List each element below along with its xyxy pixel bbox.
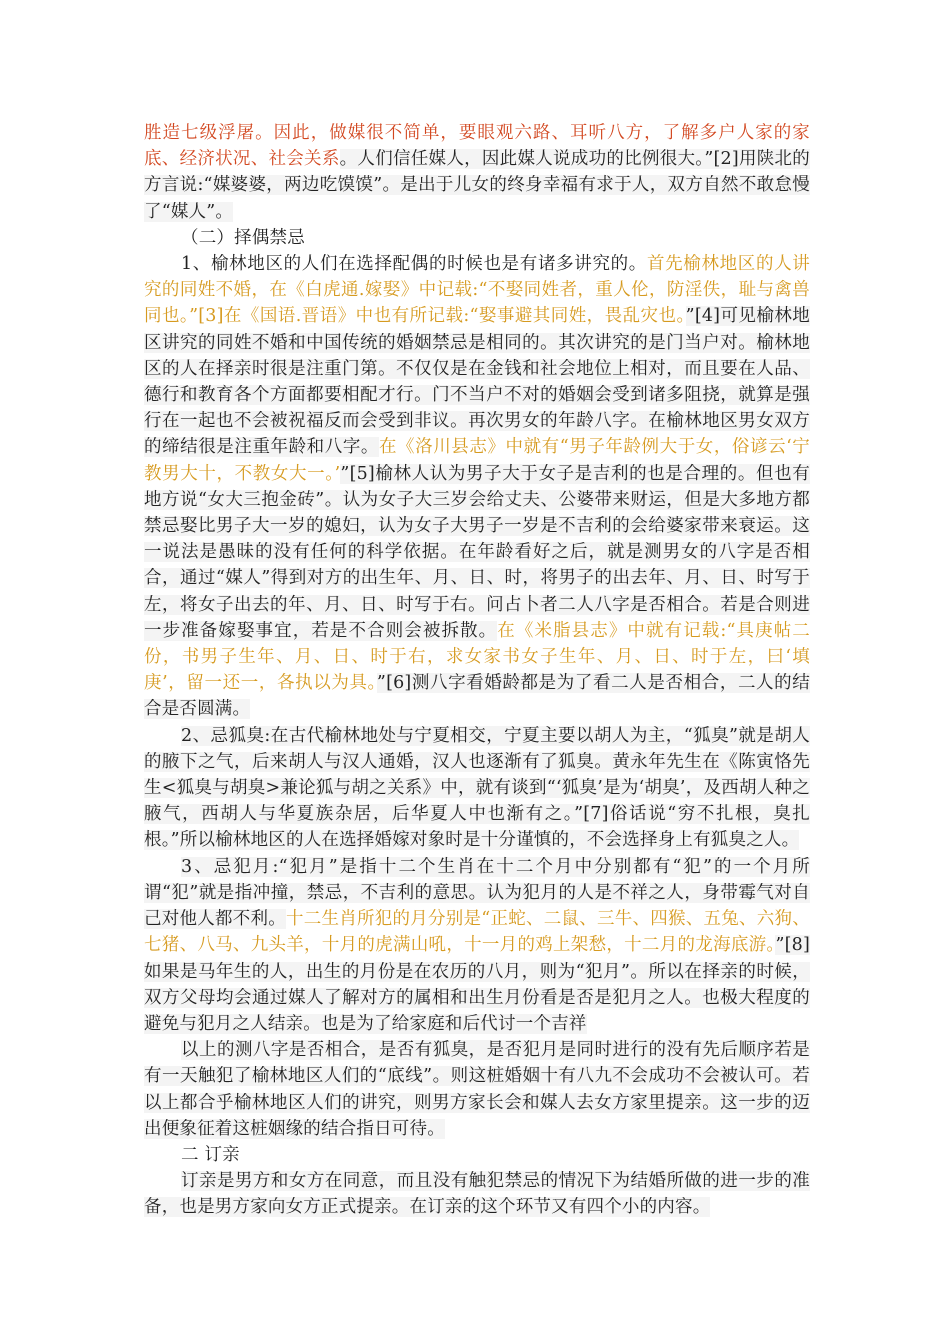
paragraph-taboo-1 <box>144 251 810 723</box>
paragraph-taboo-2 <box>144 723 810 854</box>
body-text: ”[4]可见榆林地区讲究的同姓不婚和中国传统的婚姻禁忌是相同的。其次讲究的是门当户对。榆林地区的人在择亲时很是注重门第。不仅仅是在金钱和社会地位上相对，而且要在人品、德行和教育各个方面都要相配才行。门不当户不对的婚姻会受到诸多阻挠，就算是强行在一起也不会被祝福反而会受到非议。再次男女的年龄八字。在榆林地区男女双方的缔结很是注重年龄和八字。 <box>144 306 811 458</box>
body-text: ”[8]如果是马年生的人，出生的月份是在农历的八月，则为“犯月”。所以在择亲的时候，双方父母均会通过媒人了解对方的属相和出生月份看是否是犯月之人。也极大程度的避免与犯月之人结亲。也是为了给家庭和后代讨一个吉祥 <box>144 935 810 1034</box>
body-text: 3、忌犯月:“犯月”是指十二个生肖在十二个月中分别都有“犯”的一个月所谓“犯”就是指冲撞，禁忌，不吉利的意思。认为犯月的人是不祥之人，身带霉气对自己对他人都不利。 <box>144 856 810 930</box>
body-text: 。人们信任媒人，因此媒人说成功的比例很大。”[2]用陕北的方言说:“媒婆婆，两边吃馍馍”。是出于儿女的终身幸福有求于人，双方自然不敢怠慢了“媒人”。 <box>144 149 810 222</box>
highlighted-text-amber: 在《米脂县志》中就有记载:“具庚帖二份，书男子生年、月、日、时于右，求女家书女子生年、月、日、时于左，曰‘填庚’，留一还一，各执以为具。 <box>144 620 810 694</box>
paragraph-summary <box>144 1037 810 1142</box>
section-heading-mate-selection-taboos: （二）择偶禁忌 <box>181 227 305 248</box>
body-text: 2、忌狐臭:在古代榆林地处与宁夏相交，宁夏主要以胡人为主，“狐臭”就是胡人的腋下之气，后来胡人与汉人通婚，汉人也逐渐有了狐臭。黄永年先生在《陈寅恪先生<狐臭与胡臭>兼论狐与胡之关系》中，就有谈到“‘狐臭’是为‘胡臭’，及西胡人种之腋气，西胡人与华夏族杂居，后华夏人中也渐有之。”[7]俗话说“穷不扎根，臭扎根。”所以榆林地区的人在选择婚嫁对象时是十分谨慎的，不会选择身上有狐臭之人。 <box>144 725 810 851</box>
paragraph-engagement <box>144 1168 810 1220</box>
paragraph-matchmaker <box>144 120 810 225</box>
section-heading-engagement: 二 订亲 <box>181 1144 240 1165</box>
body-text: 1、榆林地区的人们在选择配偶的时候也是有诸多讲究的。 <box>181 254 647 275</box>
paragraph-taboo-3 <box>144 854 810 1037</box>
body-text: 以上的测八字是否相合，是否有狐臭，是否犯月是同时进行的没有先后顺序若是有一天触犯了榆林地区人们的“底线”。则这桩婚姻十有八九不会成功不会被认可。若以上都合乎榆林地区人们的讲究，则男方家长会和媒人去女方家里提亲。这一步的迈出便象征着这桩姻缘的结合指日可待。 <box>144 1040 810 1139</box>
highlighted-text-red: 胜造七级浮屠。因此，做媒很不简单，要眼观六路、耳听八方，了解多户人家的家底、经济状况、社会关系 <box>144 123 810 170</box>
highlighted-text-amber: 在《洛川县志》中就有“男子年龄例大于女，俗谚云‘宁教男大十，不教女大一。’ <box>144 437 810 484</box>
document-page <box>144 120 810 1221</box>
highlighted-text-amber: 十二生肖所犯的月分别是“正蛇、二鼠、三牛、四猴、五兔、六狗、七猪、八马、九头羊，十月的虎满山吼，十一月的鸡上架愁，十二月的龙海底游。 <box>144 909 810 956</box>
body-text: 订亲是男方和女方在同意，而且没有触犯禁忌的情况下为结婚所做的进一步的准备，也是男方家向女方正式提亲。在订亲的这个环节又有四个小的内容。 <box>144 1171 810 1218</box>
body-text: ”[6]测八字看婚龄都是为了看二人是否相合，二人的结合是否圆满。 <box>144 673 810 720</box>
body-text: ”[5]榆林人认为男子大于女子是吉利的也是合理的。但也有地方说“女大三抱金砖”。认为女子大三岁会给丈夫、公婆带来财运，但是大多地方都禁忌娶比男子大一岁的媳妇，认为女子大男子一岁是不吉利的会给婆家带来衰运。这一说法是愚昧的没有任何的科学依据。在年龄看好之后，就是测男女的八字是否相合，通过“媒人”得到对方的出生年、月、日、时，将男子的出去年、月、日、时写于左，将女子出去的年、月、日、时写于右。问占卜者二人八字是否相合。若是合则进一步准备嫁娶事宜，若是不合则会被拆散。 <box>144 463 810 641</box>
highlighted-text-amber: 首先榆林地区的人讲究的同姓不婚，在《白虎通.嫁娶》中记载:“不娶同姓者，重人伦，防淫佚，耻与禽兽同也。”[3]在《国语.晋语》中也有所记载:“娶事避其同姓，畏乱灾也。 <box>144 254 810 327</box>
